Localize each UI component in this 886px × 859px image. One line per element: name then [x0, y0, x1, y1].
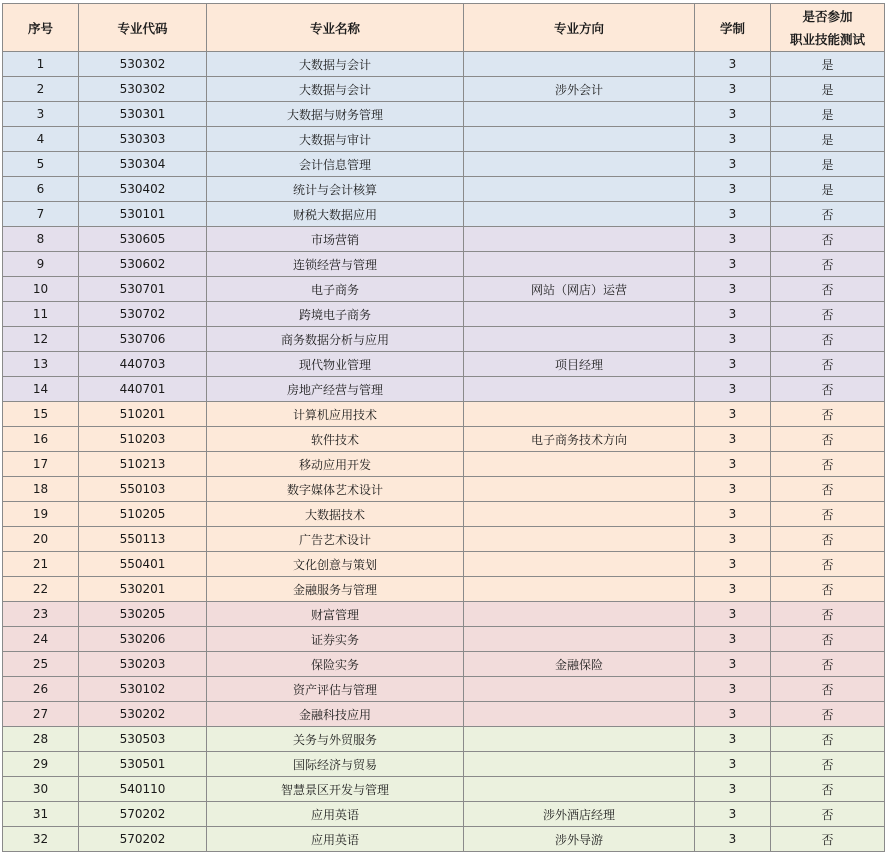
table-row [3, 627, 885, 652]
cell-index: 21 [3, 552, 79, 577]
cell-skill-test: 否 [771, 627, 885, 652]
cell-years: 3 [695, 602, 771, 627]
cell-direction [464, 377, 695, 402]
cell-code: 510201 [79, 402, 207, 427]
cell-years: 3 [695, 502, 771, 527]
cell-code: 530302 [79, 52, 207, 77]
cell-index: 9 [3, 252, 79, 277]
cell-skill-test: 否 [771, 327, 885, 352]
cell-years: 3 [695, 552, 771, 577]
cell-code: 530605 [79, 227, 207, 252]
cell-name: 连锁经营与管理 [207, 252, 464, 277]
cell-years: 3 [695, 152, 771, 177]
cell-direction [464, 527, 695, 552]
cell-years: 3 [695, 177, 771, 202]
table-header-row [3, 4, 885, 52]
cell-index: 3 [3, 102, 79, 127]
cell-index: 19 [3, 502, 79, 527]
cell-skill-test: 是 [771, 127, 885, 152]
header-name: 专业名称 [207, 4, 464, 52]
table-row [3, 102, 885, 127]
cell-direction [464, 177, 695, 202]
cell-years: 3 [695, 627, 771, 652]
table-row [3, 152, 885, 177]
cell-name: 统计与会计核算 [207, 177, 464, 202]
table-row [3, 427, 885, 452]
table-row [3, 302, 885, 327]
cell-years: 3 [695, 327, 771, 352]
header-direction: 专业方向 [464, 4, 695, 52]
cell-direction [464, 152, 695, 177]
cell-direction [464, 52, 695, 77]
table-row [3, 477, 885, 502]
cell-code: 530301 [79, 102, 207, 127]
cell-direction [464, 252, 695, 277]
cell-years: 3 [695, 452, 771, 477]
header-code: 专业代码 [79, 4, 207, 52]
cell-direction [464, 752, 695, 777]
cell-direction: 项目经理 [464, 352, 695, 377]
cell-name: 商务数据分析与应用 [207, 327, 464, 352]
cell-code: 510213 [79, 452, 207, 477]
cell-skill-test: 否 [771, 677, 885, 702]
table-row [3, 602, 885, 627]
cell-name: 财富管理 [207, 602, 464, 627]
cell-code: 530602 [79, 252, 207, 277]
cell-years: 3 [695, 477, 771, 502]
cell-name: 跨境电子商务 [207, 302, 464, 327]
cell-name: 房地产经营与管理 [207, 377, 464, 402]
cell-code: 530102 [79, 677, 207, 702]
cell-years: 3 [695, 402, 771, 427]
cell-skill-test: 否 [771, 477, 885, 502]
cell-years: 3 [695, 102, 771, 127]
cell-direction [464, 327, 695, 352]
table-row [3, 377, 885, 402]
cell-code: 530205 [79, 602, 207, 627]
cell-skill-test: 否 [771, 377, 885, 402]
cell-code: 530303 [79, 127, 207, 152]
cell-years: 3 [695, 827, 771, 852]
cell-skill-test: 否 [771, 702, 885, 727]
cell-skill-test: 否 [771, 452, 885, 477]
cell-direction [464, 727, 695, 752]
cell-years: 3 [695, 527, 771, 552]
table-row [3, 127, 885, 152]
cell-years: 3 [695, 302, 771, 327]
cell-name: 大数据与会计 [207, 77, 464, 102]
cell-years: 3 [695, 227, 771, 252]
header-skill-test [771, 4, 885, 52]
table-body [3, 52, 885, 852]
cell-code: 570202 [79, 802, 207, 827]
cell-index: 10 [3, 277, 79, 302]
cell-name: 会计信息管理 [207, 152, 464, 177]
cell-name: 软件技术 [207, 427, 464, 452]
cell-name: 大数据与审计 [207, 127, 464, 152]
cell-index: 26 [3, 677, 79, 702]
cell-index: 4 [3, 127, 79, 152]
cell-direction [464, 127, 695, 152]
table-row [3, 352, 885, 377]
cell-years: 3 [695, 352, 771, 377]
cell-code: 540110 [79, 777, 207, 802]
cell-skill-test: 否 [771, 577, 885, 602]
cell-name: 大数据与财务管理 [207, 102, 464, 127]
cell-years: 3 [695, 252, 771, 277]
cell-code: 550113 [79, 527, 207, 552]
cell-years: 3 [695, 802, 771, 827]
cell-index: 13 [3, 352, 79, 377]
cell-index: 15 [3, 402, 79, 427]
cell-name: 现代物业管理 [207, 352, 464, 377]
cell-index: 22 [3, 577, 79, 602]
cell-direction [464, 577, 695, 602]
cell-skill-test: 否 [771, 427, 885, 452]
cell-code: 510203 [79, 427, 207, 452]
cell-skill-test: 否 [771, 527, 885, 552]
cell-direction [464, 227, 695, 252]
table-row [3, 227, 885, 252]
header-skill-test-line1: 是否参加 [802, 8, 853, 24]
cell-years: 3 [695, 127, 771, 152]
cell-years: 3 [695, 77, 771, 102]
cell-skill-test: 否 [771, 727, 885, 752]
cell-code: 530203 [79, 652, 207, 677]
cell-name: 财税大数据应用 [207, 202, 464, 227]
cell-code: 570202 [79, 827, 207, 852]
cell-name: 文化创意与策划 [207, 552, 464, 577]
cell-years: 3 [695, 577, 771, 602]
cell-skill-test: 是 [771, 52, 885, 77]
cell-direction [464, 452, 695, 477]
table-row [3, 552, 885, 577]
cell-years: 3 [695, 52, 771, 77]
cell-name: 大数据技术 [207, 502, 464, 527]
cell-index: 20 [3, 527, 79, 552]
cell-code: 550103 [79, 477, 207, 502]
cell-code: 530503 [79, 727, 207, 752]
cell-code: 530101 [79, 202, 207, 227]
table-row [3, 327, 885, 352]
cell-index: 30 [3, 777, 79, 802]
cell-skill-test: 否 [771, 227, 885, 252]
table-row [3, 727, 885, 752]
cell-index: 24 [3, 627, 79, 652]
cell-years: 3 [695, 202, 771, 227]
cell-index: 27 [3, 702, 79, 727]
majors-table [2, 3, 885, 852]
header-index: 序号 [3, 4, 79, 52]
cell-name: 广告艺术设计 [207, 527, 464, 552]
cell-code: 530304 [79, 152, 207, 177]
cell-years: 3 [695, 752, 771, 777]
cell-direction [464, 202, 695, 227]
cell-index: 5 [3, 152, 79, 177]
cell-skill-test: 否 [771, 652, 885, 677]
cell-name: 金融服务与管理 [207, 577, 464, 602]
cell-name: 应用英语 [207, 827, 464, 852]
cell-index: 16 [3, 427, 79, 452]
table-row [3, 752, 885, 777]
cell-skill-test: 否 [771, 552, 885, 577]
cell-name: 证券实务 [207, 627, 464, 652]
cell-skill-test: 否 [771, 402, 885, 427]
cell-name: 关务与外贸服务 [207, 727, 464, 752]
cell-name: 计算机应用技术 [207, 402, 464, 427]
table-row [3, 52, 885, 77]
cell-index: 12 [3, 327, 79, 352]
cell-name: 智慧景区开发与管理 [207, 777, 464, 802]
cell-code: 530702 [79, 302, 207, 327]
cell-skill-test: 否 [771, 277, 885, 302]
cell-name: 电子商务 [207, 277, 464, 302]
cell-code: 530706 [79, 327, 207, 352]
table-row [3, 677, 885, 702]
table-row [3, 77, 885, 102]
cell-index: 6 [3, 177, 79, 202]
cell-direction: 涉外酒店经理 [464, 802, 695, 827]
header-years: 学制 [695, 4, 771, 52]
table-row [3, 827, 885, 852]
cell-code: 440701 [79, 377, 207, 402]
cell-years: 3 [695, 427, 771, 452]
cell-code: 510205 [79, 502, 207, 527]
cell-index: 7 [3, 202, 79, 227]
cell-direction [464, 102, 695, 127]
table-row [3, 777, 885, 802]
cell-name: 金融科技应用 [207, 702, 464, 727]
cell-direction [464, 702, 695, 727]
cell-years: 3 [695, 677, 771, 702]
cell-index: 23 [3, 602, 79, 627]
cell-name: 数字媒体艺术设计 [207, 477, 464, 502]
cell-skill-test: 否 [771, 202, 885, 227]
cell-index: 31 [3, 802, 79, 827]
cell-name: 市场营销 [207, 227, 464, 252]
table-row [3, 577, 885, 602]
cell-years: 3 [695, 277, 771, 302]
table-row [3, 452, 885, 477]
cell-skill-test: 是 [771, 102, 885, 127]
cell-index: 2 [3, 77, 79, 102]
cell-name: 移动应用开发 [207, 452, 464, 477]
cell-skill-test: 否 [771, 252, 885, 277]
table-row [3, 177, 885, 202]
cell-index: 8 [3, 227, 79, 252]
cell-years: 3 [695, 377, 771, 402]
cell-direction [464, 402, 695, 427]
table-row [3, 802, 885, 827]
cell-years: 3 [695, 702, 771, 727]
cell-index: 18 [3, 477, 79, 502]
cell-years: 3 [695, 652, 771, 677]
cell-index: 32 [3, 827, 79, 852]
cell-skill-test: 是 [771, 177, 885, 202]
cell-index: 17 [3, 452, 79, 477]
cell-direction [464, 677, 695, 702]
cell-name: 资产评估与管理 [207, 677, 464, 702]
cell-direction [464, 602, 695, 627]
cell-skill-test: 否 [771, 352, 885, 377]
cell-code: 530701 [79, 277, 207, 302]
cell-name: 大数据与会计 [207, 52, 464, 77]
cell-direction: 网站（网店）运营 [464, 277, 695, 302]
cell-years: 3 [695, 777, 771, 802]
cell-years: 3 [695, 727, 771, 752]
table-row [3, 652, 885, 677]
cell-code: 550401 [79, 552, 207, 577]
cell-direction [464, 477, 695, 502]
cell-skill-test: 否 [771, 777, 885, 802]
cell-direction [464, 552, 695, 577]
cell-direction: 金融保险 [464, 652, 695, 677]
cell-index: 29 [3, 752, 79, 777]
cell-direction: 电子商务技术方向 [464, 427, 695, 452]
table-row [3, 252, 885, 277]
cell-name: 国际经济与贸易 [207, 752, 464, 777]
cell-direction: 涉外导游 [464, 827, 695, 852]
cell-skill-test: 否 [771, 752, 885, 777]
cell-code: 530201 [79, 577, 207, 602]
cell-index: 28 [3, 727, 79, 752]
cell-direction [464, 502, 695, 527]
cell-name: 应用英语 [207, 802, 464, 827]
cell-index: 11 [3, 302, 79, 327]
cell-code: 530402 [79, 177, 207, 202]
table-row [3, 527, 885, 552]
cell-code: 530302 [79, 77, 207, 102]
cell-index: 1 [3, 52, 79, 77]
cell-direction: 涉外会计 [464, 77, 695, 102]
table-row [3, 502, 885, 527]
cell-skill-test: 否 [771, 802, 885, 827]
cell-code: 530202 [79, 702, 207, 727]
cell-skill-test: 否 [771, 502, 885, 527]
table-row [3, 702, 885, 727]
cell-index: 25 [3, 652, 79, 677]
cell-skill-test: 否 [771, 602, 885, 627]
cell-skill-test: 是 [771, 152, 885, 177]
cell-name: 保险实务 [207, 652, 464, 677]
cell-skill-test: 是 [771, 77, 885, 102]
cell-code: 440703 [79, 352, 207, 377]
cell-code: 530501 [79, 752, 207, 777]
cell-skill-test: 否 [771, 302, 885, 327]
cell-direction [464, 627, 695, 652]
table-row [3, 202, 885, 227]
cell-skill-test: 否 [771, 827, 885, 852]
header-skill-test-line2: 职业技能测试 [789, 31, 865, 47]
cell-direction [464, 302, 695, 327]
cell-direction [464, 777, 695, 802]
cell-code: 530206 [79, 627, 207, 652]
table-row [3, 277, 885, 302]
cell-index: 14 [3, 377, 79, 402]
table-row [3, 402, 885, 427]
